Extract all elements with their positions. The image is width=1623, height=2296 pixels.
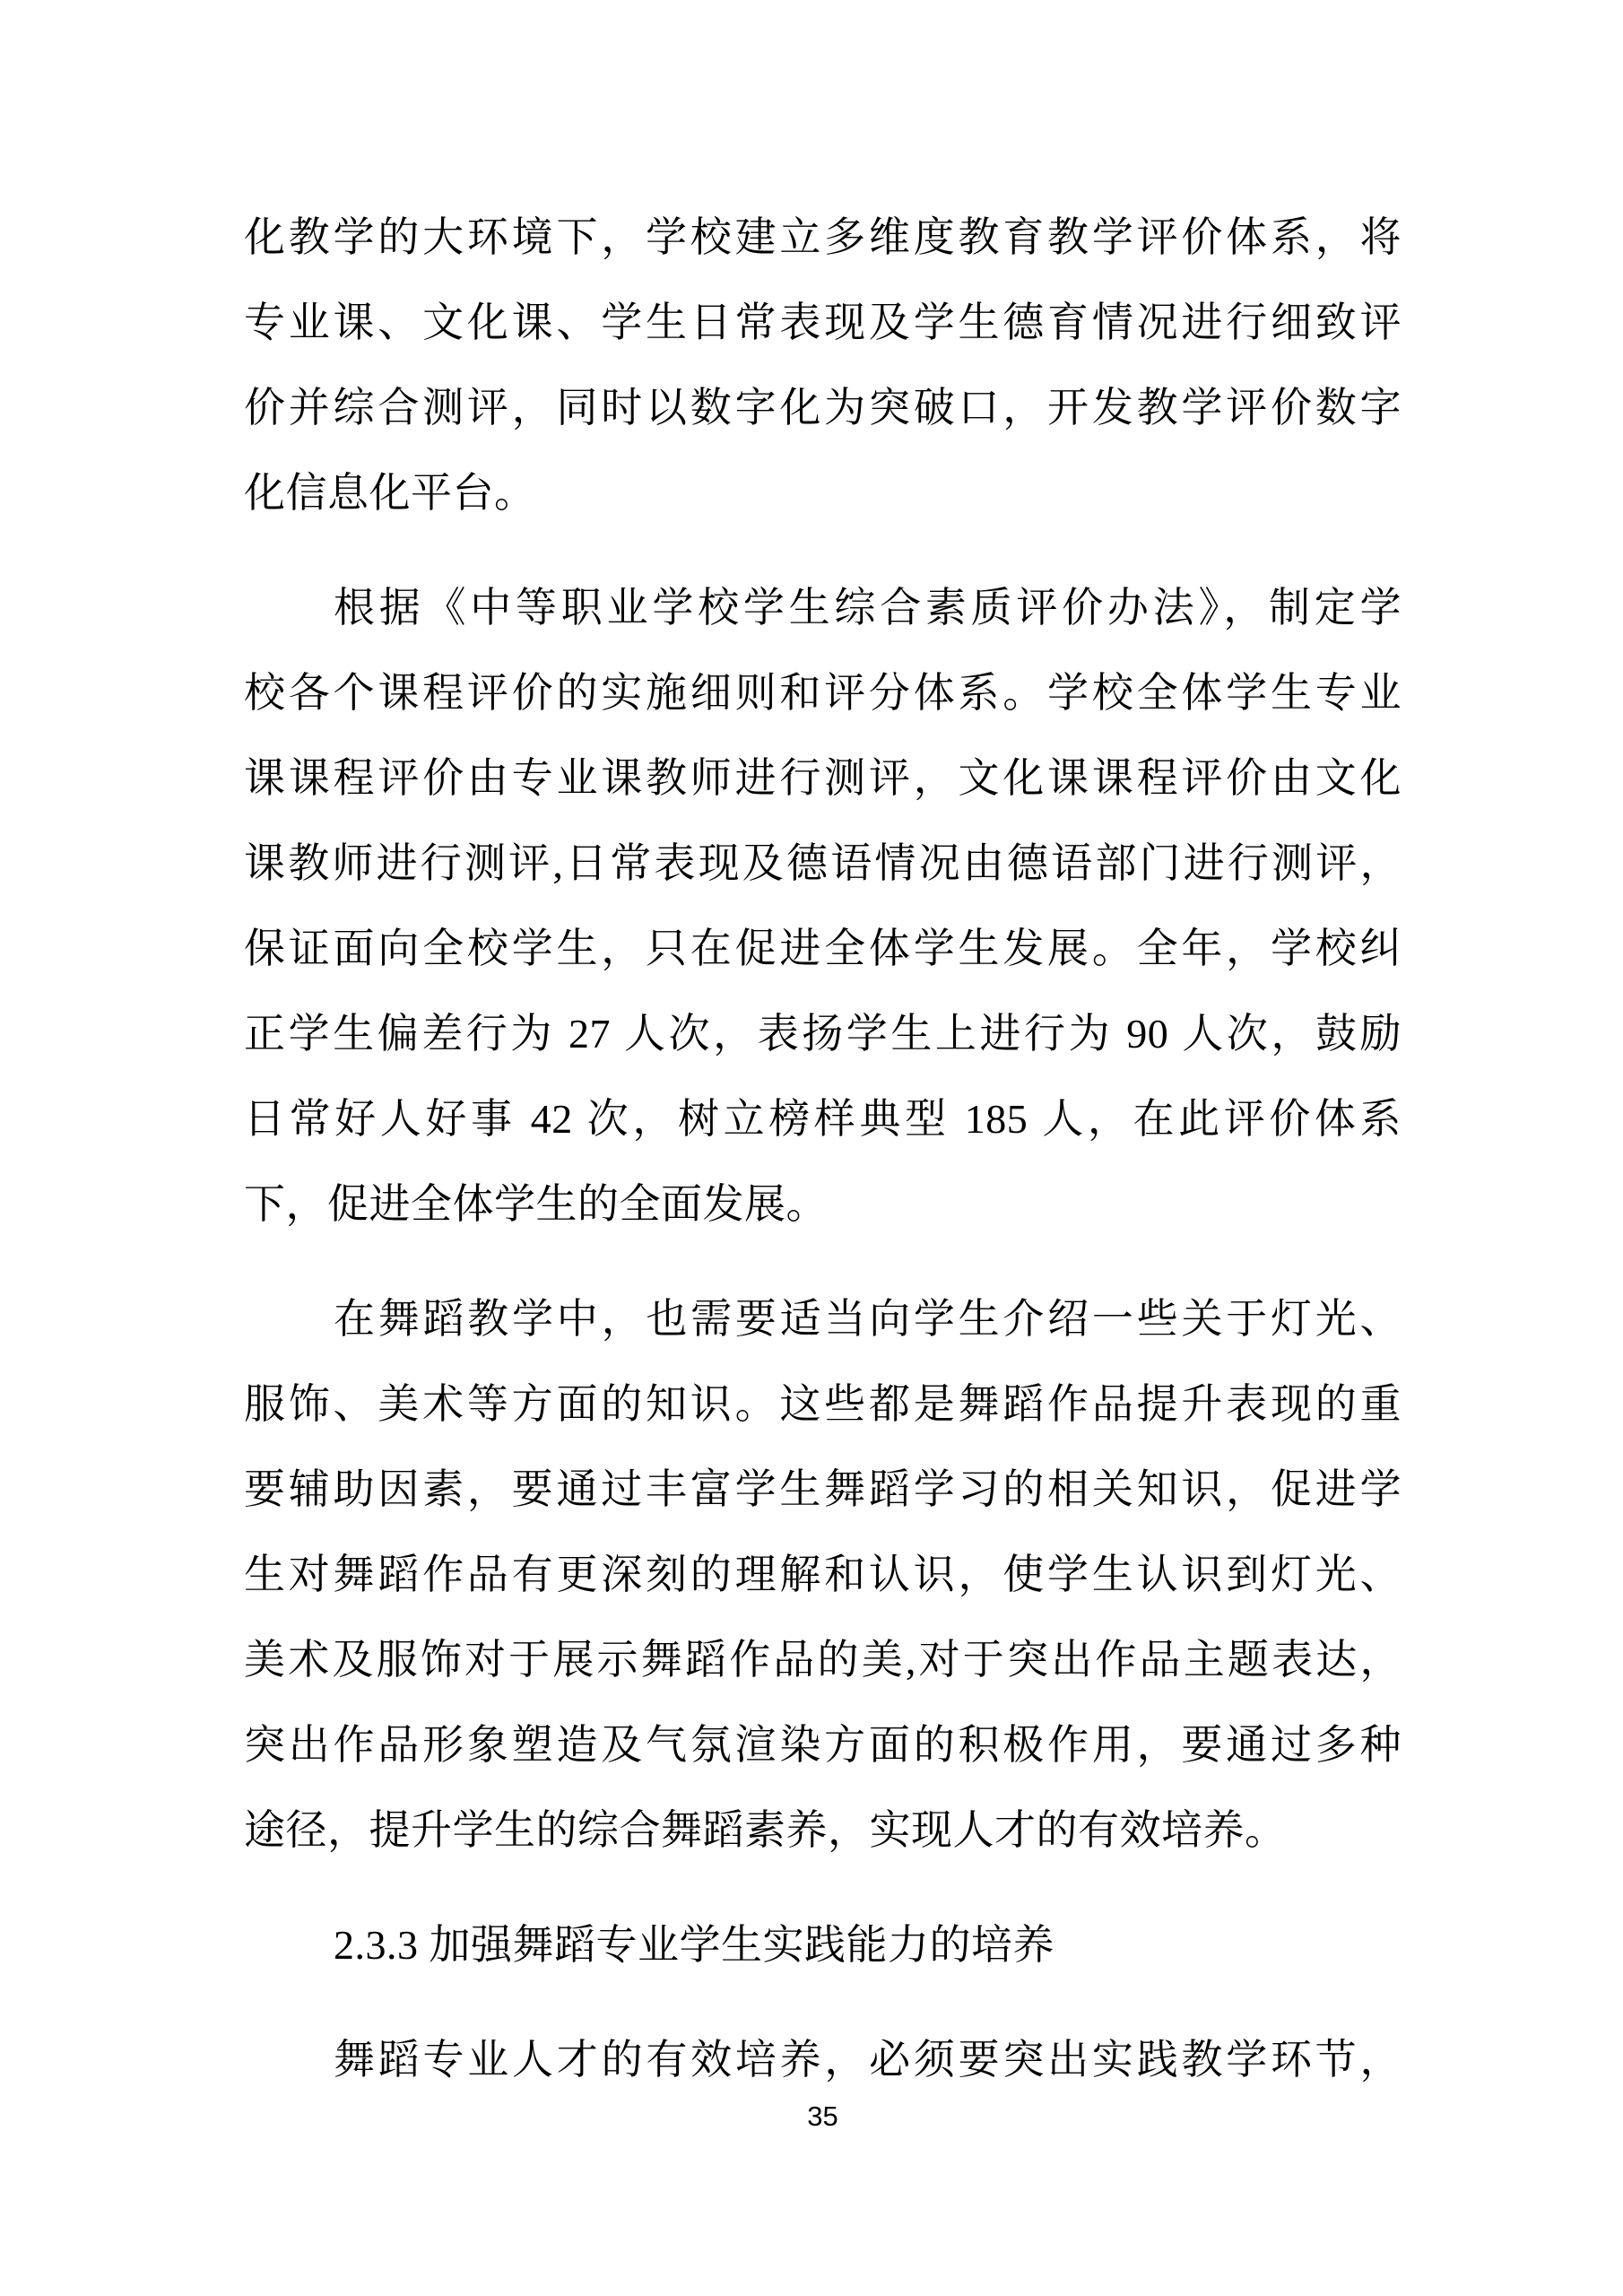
text-line: 在舞蹈教学中，也需要适当向学生介绍一些关于灯光、 <box>334 1296 1402 1342</box>
text-line: 保证面向全校学生，只在促进全体学生发展。全年，学校纠 <box>244 926 1402 971</box>
text-line: 课教师进行测评,日常表现及德语情况由德语部门进行测评， <box>244 840 1402 886</box>
text-line: 下，促进全体学生的全面发展。 <box>244 1181 828 1227</box>
text-line: 化教学的大环境下，学校建立多维度教育教学评价体系，将 <box>244 214 1402 260</box>
text-line: 正学生偏差行为 27 人次，表扬学生上进行为 90 人次，鼓励 <box>244 1011 1402 1057</box>
text-line: 根据《中等职业学校学生综合素质评价办法》，制定学 <box>334 585 1402 631</box>
text-line: 服饰、美术等方面的知识。这些都是舞蹈作品提升表现的重 <box>244 1381 1402 1427</box>
page-number: 35 <box>807 2100 838 2132</box>
section-heading: 2.3.3 加强舞蹈专业学生实践能力的培养 <box>334 1922 1055 1968</box>
text-line: 突出作品形象塑造及气氛渲染方面的积极作用，要通过多种 <box>244 1722 1402 1768</box>
text-line: 舞蹈专业人才的有效培养，必须要突出实践教学环节， <box>334 2037 1402 2083</box>
text-line: 途径，提升学生的综合舞蹈素养，实现人才的有效培养。 <box>244 1807 1287 1853</box>
text-line: 美术及服饰对于展示舞蹈作品的美,对于突出作品主题表达， <box>244 1637 1402 1683</box>
text-line: 化信息化平台。 <box>244 470 536 516</box>
text-line: 价并综合测评，同时以数字化为突破口，开发教学评价数字 <box>244 385 1402 430</box>
text-line: 日常好人好事 42 次，树立榜样典型 185 人，在此评价体系 <box>244 1096 1402 1142</box>
text-line: 生对舞蹈作品有更深刻的理解和认识，使学生认识到灯光、 <box>244 1552 1402 1597</box>
text-line: 校各个课程评价的实施细则和评分体系。学校全体学生专业 <box>244 670 1402 716</box>
text-line: 专业课、文化课、学生日常表现及学生德育情况进行细致评 <box>244 300 1402 345</box>
text-line: 要辅助因素，要通过丰富学生舞蹈学习的相关知识，促进学 <box>244 1466 1402 1512</box>
text-line: 课课程评价由专业课教师进行测评，文化课课程评价由文化 <box>244 755 1402 801</box>
